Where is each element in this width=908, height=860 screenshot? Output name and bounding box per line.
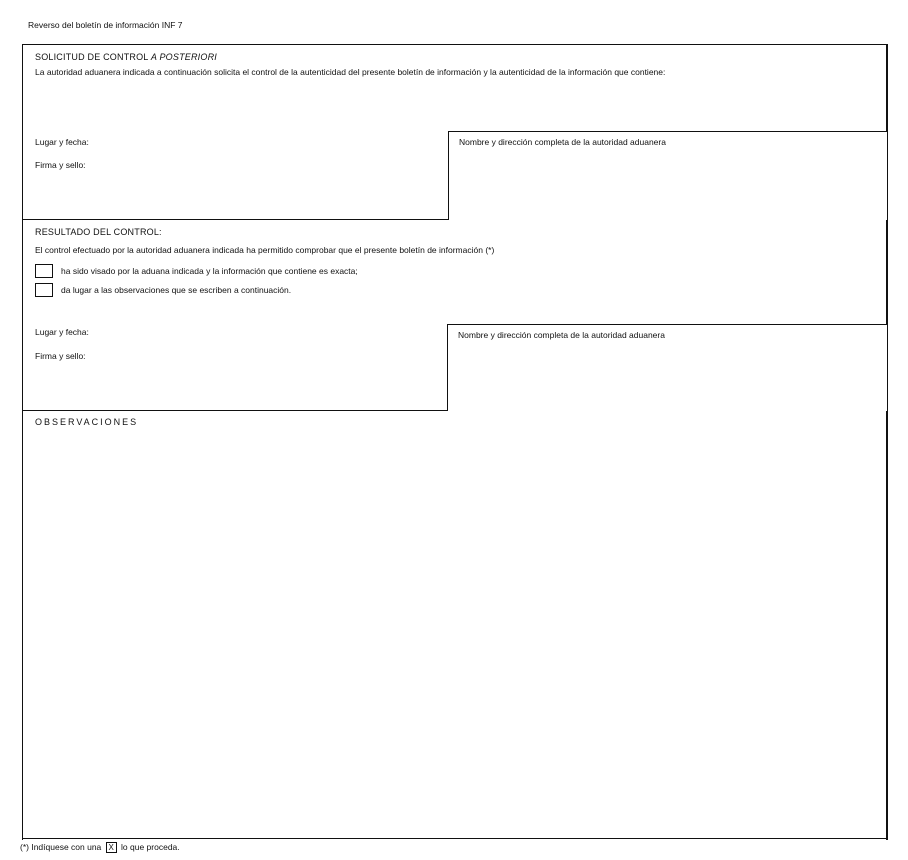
request-section-body: La autoridad aduanera indicada a continuación solicita el control de la autenticidad del presente boletín de información y la autenticidad de la información que contiene: xyxy=(35,67,666,77)
request-title-italic: A POSTERIORI xyxy=(150,52,217,62)
result-section-title: RESULTADO DEL CONTROL: xyxy=(35,227,162,237)
result-option-1-checkbox[interactable] xyxy=(35,264,53,278)
observations-area[interactable] xyxy=(24,430,884,835)
footnote-mark-box: X xyxy=(106,842,117,853)
footnote-prefix: (*) Indíquese con una xyxy=(20,842,102,852)
result-option-2-label: da lugar a las observaciones que se escriben a continuación. xyxy=(61,285,292,295)
request-signature-label: Firma y sello: xyxy=(35,160,86,170)
observations-section-title: OBSERVACIONES xyxy=(35,417,139,427)
result-authority-box[interactable] xyxy=(447,324,887,411)
result-place-date-label: Lugar y fecha: xyxy=(35,327,89,337)
result-signature-label: Firma y sello: xyxy=(35,351,86,361)
result-option-2-checkbox[interactable] xyxy=(35,283,53,297)
result-option-1-label: ha sido visado por la aduana indicada y la información que contiene es exacta; xyxy=(61,266,358,276)
footnote xyxy=(20,842,180,853)
request-place-date-label: Lugar y fecha: xyxy=(35,137,89,147)
request-section-title xyxy=(35,52,217,62)
form-left-border xyxy=(22,44,23,840)
footnote-suffix: lo que proceda. xyxy=(121,842,180,852)
request-title-prefix: SOLICITUD DE CONTROL xyxy=(35,52,151,62)
form-bottom-border xyxy=(22,838,888,839)
form-top-border xyxy=(22,44,888,45)
request-authority-label: Nombre y dirección completa de la autoridad aduanera xyxy=(459,137,666,147)
result-section-body: El control efectuado por la autoridad aduanera indicada ha permitido comprobar que el presente boletín de información (*) xyxy=(35,245,495,255)
page-header: Reverso del boletín de información INF 7 xyxy=(28,20,183,30)
result-authority-label: Nombre y dirección completa de la autoridad aduanera xyxy=(458,330,665,340)
request-authority-box[interactable] xyxy=(448,131,887,220)
